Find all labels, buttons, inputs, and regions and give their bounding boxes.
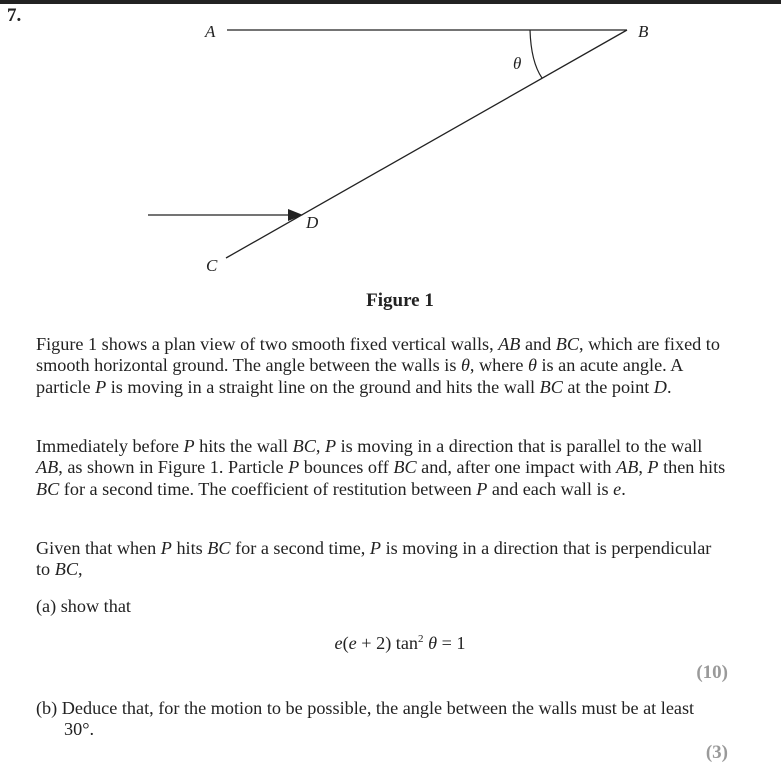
marks-b: (3) [705,742,728,763]
part-b-label: (b) [36,698,58,718]
part-a-label: (a) [36,596,57,616]
label-theta: θ [513,54,522,73]
label-c: C [206,256,218,275]
paragraph-2: Immediately before P hits the wall BC, P is moving in a direction that is parallel to the wall AB, as shown in Figure 1. Particle P bounces off BC and, after one impact with AB, P then hits BC for a second time. The coefficient of restitution between P and each wall is e. [36,436,726,499]
figure-caption: Figure 1 [366,290,434,311]
wall-bc [226,30,627,258]
label-b: B [638,22,649,41]
part-b [36,698,724,741]
question-number: 7. [7,5,22,26]
paragraph-3: Given that when P hits BC for a second time, P is moving in a direction that is perpendicular to BC, [36,538,712,580]
angle-arc [530,30,542,78]
equation: e(e + 2) $\tan^2 \theta = 1$ [334,633,466,653]
label-a: A [205,22,216,41]
marks-a: (10) [696,662,728,683]
part-a [36,596,131,617]
paragraph-1: Figure 1 shows a plan view of two smooth fixed vertical walls, AB and BC, which are fixed to smooth horizontal ground. The angle between the walls is θ, where θ is an acute angle. A particle P is moving in a straight line on the ground and hits the wall BC at the point D. [36,334,720,397]
part-a-text: show that [60,596,131,616]
figure-1 [0,0,781,290]
part-b-text: Deduce that, for the motion to be possible, the angle between the walls must be at least 30°. [61,698,695,740]
label-d: D [306,213,319,232]
